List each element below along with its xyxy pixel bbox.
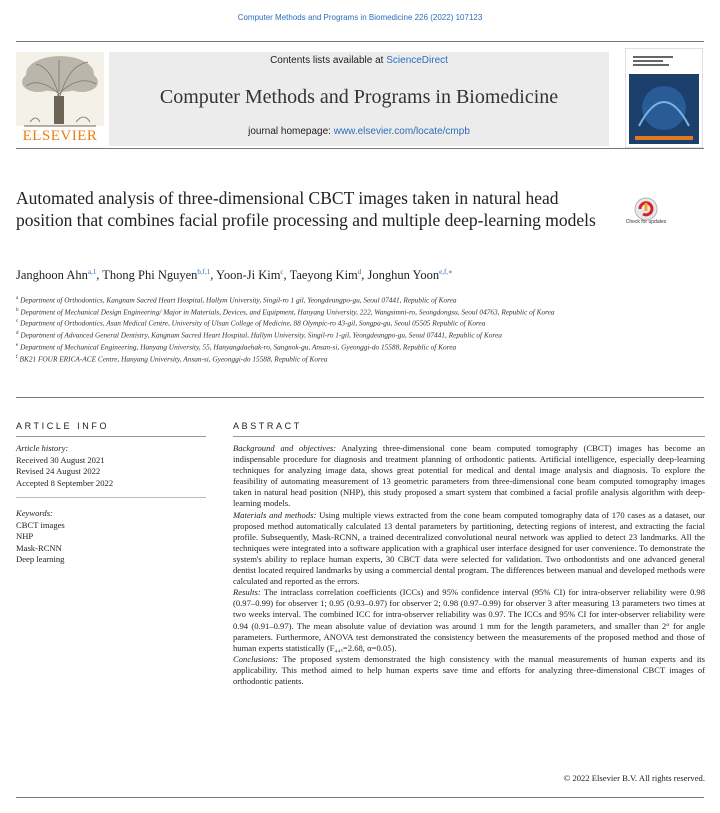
abstract-methods: Materials and methods: Using multiple views extracted from the cone beam computed tomography data of 170 cases as a dataset, our proposed method automatically calculated 13 dental parameters by partitioning, detecting regions of interest, and extracting the facial profile. Subsequently, Mask-RCNN, a trained decentralized convolutional neural network was applied to detect 23 landmarks. All the techniques were integrated into a software application with a graphical user interface designed for user convenience. To demonstrate the system's ability to replace human experts, 30 CBCT data were selected for validation. Two orthodontists and one advanced general dentist located required landmarks by using a commercial dental program. The differences between manual and developed methods were calculated and reported as the errors. <box>233 509 705 587</box>
journal-cover-image[interactable] <box>625 48 703 148</box>
footer-rule <box>16 797 704 798</box>
check-for-updates-label[interactable]: Check for updates <box>625 219 667 225</box>
author-affiliation-marker[interactable]: a,1 <box>87 268 97 276</box>
article-title: Automated analysis of three-dimensional CBCT images taken in natural head position that combines facial profile processing and multiple deep-learning models <box>16 188 596 230</box>
author-name[interactable]: Janghoon Ahn <box>16 268 88 283</box>
abstract-background: Background and objectives: Analyzing three-dimensional cone beam computed tomography (CBCT) images has become an indispensable procedure for diagnosis and treatment planning of orthodontic patients. Artificial intelligence, especially deep-learning techniques for analyzing image data, shows great potential for medical and dental image analysis and diagnosis. To explore the feasibility of automating measurement of 13 geometric parameters from three-dimensional cone beam computed tomography images taken in natural head position (NHP), this study proposed a smart system that combined a facial profile analysis algorithm with deep-learning models. <box>233 443 705 509</box>
masthead-rule <box>16 148 704 149</box>
affiliation-item: $^c$ Department of Orthodontics, Asan Medical Centre, University of Ulsan College of Medicine, 88 Olympic-ro 43-gil, Songpa-gu, Seoul 05505 Republic of Korea <box>16 318 486 328</box>
article-history <box>16 443 206 489</box>
author-name[interactable]: Thong Phi Nguyen <box>102 268 198 283</box>
publisher-name[interactable]: ELSEVIER <box>22 128 98 144</box>
header-rule <box>16 41 704 42</box>
author-affiliation-marker[interactable]: d <box>357 268 362 276</box>
author-affiliation-marker[interactable]: c <box>280 268 284 276</box>
keywords <box>16 508 206 566</box>
homepage-line <box>109 126 609 137</box>
journal-citation[interactable]: Computer Methods and Programs in Biomedicine 226 (2022) 107123 <box>237 13 483 22</box>
revised-date: Revised 24 August 2022 <box>16 466 101 477</box>
sciencedirect-link[interactable]: ScienceDirect <box>386 55 448 66</box>
received-date: Received 30 August 2021 <box>16 454 105 465</box>
affiliation-item: $^a$ Department of Orthodontics, Kangnam Sacred Heart Hospital, Hallym University, Singil-ro 1 gil, Yeongdeungpo-gu, Seoul 07441, Republic of Korea <box>16 295 457 305</box>
journal-title[interactable]: Computer Methods and Programs in Biomedicine <box>159 86 559 108</box>
affiliation-list <box>16 294 614 364</box>
article-history-label: Article history: <box>16 443 69 453</box>
keywords-rule <box>16 497 206 498</box>
author-name[interactable]: Jonghun Yoon <box>367 268 440 283</box>
keyword-item[interactable]: Deep learning <box>16 554 65 565</box>
abstract-conclusions: Conclusions: The proposed system demonstrated the high consistency with the manual measurements of human experts and its applicability. This method aimed to help human experts save time and efforts for analyzing three-dimensional CBCT images of orthodontic patients. <box>233 653 705 686</box>
accepted-date: Accepted 8 September 2022 <box>16 477 114 488</box>
author-affiliation-marker[interactable]: b,f,1 <box>197 268 211 276</box>
abstract-results: Results: The intraclass correlation coefficients (ICCs) and 95% confidence interval (95% CI) for intra-observer reliability were 0.98 (0.97–0.99) for observer 1; 0.95 (0.93–0.97) for observer 2; 0.98 (0.97–0.99) for observer 3 after measuring 13 parameters two times at two weeks interval. The combined ICC for intra-observer reliability was 0.97. The ICCs and 95% CI for inter-observer reliability were 0.94 (0.91–0.97). The mean absolute value of deviation was around 1 mm for the length parameters, and smaller than 2° for angle parameters. Furthermore, ANOVA test demonstrated the consistency between the measurements of the proposed method and those of human experts statistically (F₄₄ₓ=2.68, α=0.05). <box>233 587 705 653</box>
keyword-item[interactable]: NHP <box>16 531 34 542</box>
homepage-prefix: journal homepage: <box>248 126 334 137</box>
keyword-item[interactable]: CBCT images <box>16 519 65 530</box>
author-name[interactable]: Yoon-Ji Kim <box>216 268 281 283</box>
affiliation-item: $^d$ Department of Advanced General Dentistry, Kangnam Sacred Heart Hospital, Hallym University, Singil-ro 1-gil, Yeongdeungpo-gu, Seoul 07441, Republic of Korea <box>16 330 502 340</box>
author-affiliation-marker[interactable]: e,f,∗ <box>439 268 453 276</box>
author-list: Janghoon Ahn$^{a,1}$, Thong Phi Nguyen$^{b,f,1}$, Yoon-Ji Kim$^c$, Taeyong Kim$^d$, Jonghun Yoon$^{e,f,∗}$ <box>16 268 453 283</box>
contents-line <box>109 55 609 66</box>
copyright-notice: © 2022 Elsevier B.V. All rights reserved. <box>563 773 705 783</box>
article-info-heading: ARTICLE INFO <box>16 421 110 431</box>
article-info-rule <box>16 436 206 437</box>
abstract-heading: ABSTRACT <box>233 421 302 431</box>
journal-homepage-link[interactable]: www.elsevier.com/locate/cmpb <box>333 126 470 137</box>
front-matter-rule <box>16 397 704 398</box>
abstract-body <box>233 443 705 687</box>
affiliation-item: $^f$ BK21 FOUR ERICA-ACE Centre, Hanyang University, Ansan-si, Gyeonggi-do 15588, Republic of Korea <box>16 354 328 364</box>
affiliation-item: $^e$ Department of Mechanical Engineering, Hanyang University, 55, Hanyangdaehak-ro, Sangnok-gu, Ansan-si, Gyeonggi-do 15588, Republic of Korea <box>16 342 457 352</box>
check-for-updates-icon[interactable] <box>626 195 666 237</box>
affiliation-item: $^b$ Department of Mechanical Design Engineering/ Major in Materials, Devices, and Equipment, Hanyang University, 222, Wangsimni-ro, Seongdongsu, Seoul 04763, Republic of Korea <box>16 307 555 317</box>
keyword-item[interactable]: Mask-RCNN <box>16 542 62 553</box>
keywords-label: Keywords: <box>16 508 53 518</box>
abstract-rule <box>233 436 705 437</box>
contents-prefix: Contents lists available at <box>270 55 387 66</box>
author-name[interactable]: Taeyong Kim <box>289 268 358 283</box>
